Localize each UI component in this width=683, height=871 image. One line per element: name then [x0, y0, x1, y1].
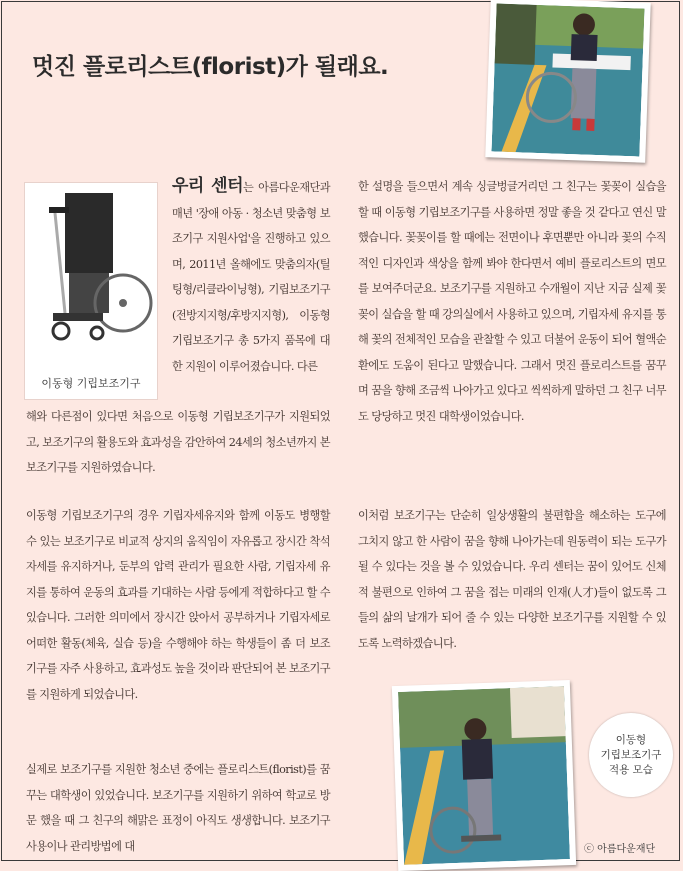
col2-paragraph-2: 이처럼 보조기구는 단순히 일상생활의 불편함을 해소하는 도구에 그치지 않고 한 사람이 꿈을 향해 나아가는데 원동력이 되는 도구가 될 수 있다는 것을 볼 수 있었습니다. 우리 센터는 꿈이 있어도 신체적 불편으로 인하여 그 꿈을 접는 미래의 인재(人才)들이 없도록 그들의 삶의 날개가 되어 줄 수 있는 다양한 보조기구를 지원할 수 있도록 노력하겠습니다.: [358, 509, 666, 650]
col2-paragraph-1: 한 설명을 들으면서 계속 싱글벙글거리던 그 친구는 꽃꽂이 실습을 할 때 이동형 기립보조기구를 사용하면 정말 좋을 것 같다고 연신 말했습니다. 꽃꽂이를 할 때에는 전면이나 후면뿐만 아니라 꽃의 수직적인 디자인과 색상을 함께 봐야 한다면서 예비 플로리스트의 면모를 보여주더군요. 보조기구를 지원하고 수개월이 지난 지금 실제 꽃꽂이 실습을 할 때 강의실에서 사용하고 있으며, 기립자세 유지를 통해 꽃의 전체적인 모습을 관찰할 수 있고 더불어 운동이 되어 혈액순환에도 도움이 된다고 말했습니다. 그래서 멋진 플로리스트를 꿈꾸며 꿈을 향해 조금씩 나아가고 있다고 씩씩하게 말하던 그 친구 너무도 당당하고 멋진 대학생이었습니다.: [358, 180, 666, 423]
lead-highlight: 우리 센터: [172, 176, 244, 196]
lead-paragraph: [172, 174, 330, 379]
standing-device-photo-illustration: [398, 686, 570, 865]
product-photo-standing-wheelchair: [24, 182, 158, 400]
standing-wheelchair-illustration: [25, 183, 155, 363]
col1-paragraph-2: 이동형 기립보조기구의 경우 기립자세유지와 함께 이동도 병행할 수 있는 보조기구로 비교적 상지의 움직임이 자유롭고 장시간 착석자세를 유지하거나, 둔부의 압력 관리가 필요한 사람, 기립자세 유지를 통하여 운동의 효과를 기대하는 사람 등에게 적합하다고 할 수 있습니다. 그러한 의미에서 장시간 앉아서 공부하거나 기립자세로 어떠한 활동(체육, 실습 등)을 수행해야 하는 학생들이 좀 더 보조기구를 자주 사용하고, 효과성도 높을 것이라 판단되어 본 보조기구를 지원하게 되었습니다.: [26, 509, 330, 701]
article-title: 멋진 플로리스트(florist)가 될래요.: [32, 54, 389, 80]
badge-text: 이동형 기립보조기구 적용 모습: [600, 733, 662, 776]
lead-text: 는 아름다운재단과 매년 '장애 아동 · 청소년 맞춤형 보조기구 지원사업'을 진행하고 있으며, 2011년 올해에도 맞춤의자(틸팅형/리클라이닝형), 기립보조기구(전방지지형/후방지지형), 이동형 기립보조기구 총 5가지 품목에 대한 지원이 이루어졌습니다. 다른: [172, 181, 330, 373]
copyright-notice: ⓒ 아름다운재단: [584, 844, 656, 855]
wheelchair-photo-illustration: [491, 3, 644, 156]
col1-paragraph-1-continued: 해와 다른점이 있다면 처음으로 이동형 기립보조기구가 지원되었고, 보조기구의 활용도와 효과성을 감안하여 24세의 청소년까지 본 보조기구를 지원하였습니다.: [26, 410, 330, 474]
col1-paragraph-3: 실제로 보조기구를 지원한 청소년 중에는 플로리스트(florist)를 꿈꾸는 대학생이 있었습니다. 보조기구를 지원하기 위하여 학교로 방문 했을 때 그 친구의 해맑은 표정이 아직도 생생합니다. 보조기구 사용이나 관리방법에 대: [26, 763, 330, 853]
photo-student-standing-device: [392, 680, 576, 871]
photo-caption-badge: [589, 713, 673, 797]
product-caption: 이동형 기립보조기구: [41, 377, 141, 390]
photo-student-wheelchair: [485, 0, 650, 163]
